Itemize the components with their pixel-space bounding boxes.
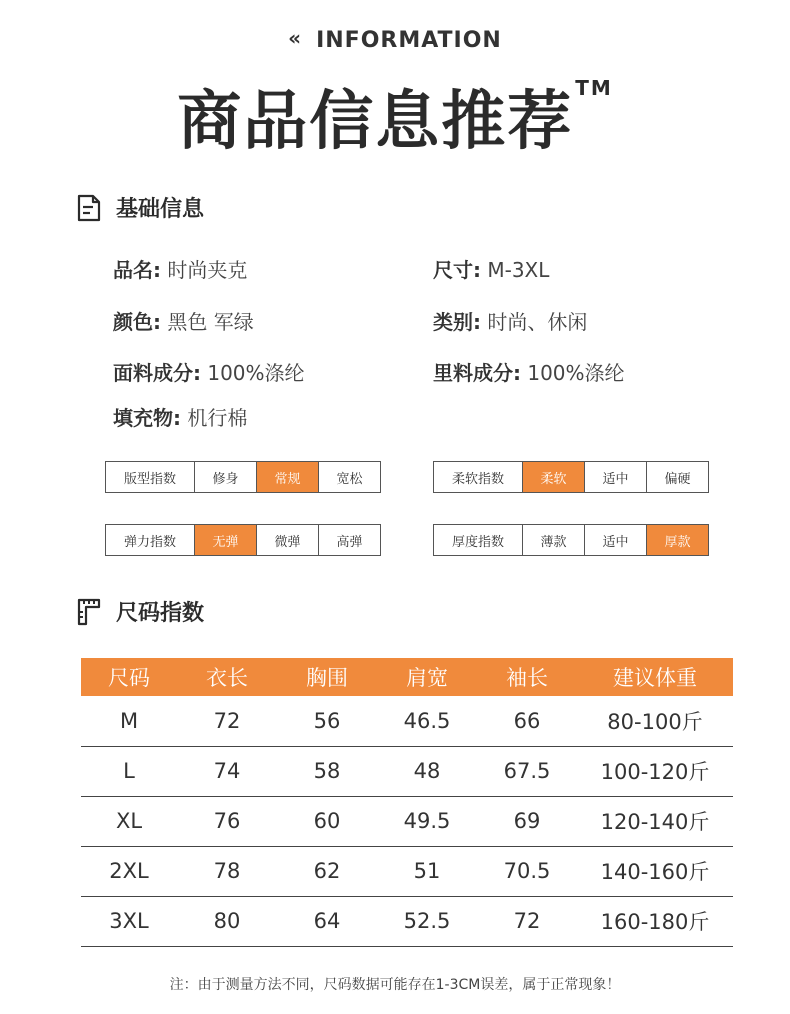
fit-index-option: 修身 — [194, 462, 256, 492]
softness-index-option: 柔软 — [522, 462, 584, 492]
measurement-note: 注：由于测量方法不同，尺码数据可能存在1-3CM误差，属于正常现象！ — [169, 977, 621, 993]
basic-info-section-title — [76, 192, 204, 223]
info-size-range: 尺寸: M-3XL — [433, 258, 550, 282]
table-cell: 48 — [377, 746, 477, 796]
basic-info-title: 基础信息 — [116, 197, 205, 222]
elasticity-index-option: 微弹 — [256, 525, 318, 555]
table-cell: 74 — [177, 746, 277, 796]
size-title: 尺码指数 — [116, 601, 205, 626]
softness-index — [433, 461, 709, 493]
table-cell: XL — [81, 796, 177, 846]
table-cell: L — [81, 746, 177, 796]
elasticity-index-option: 无弹 — [194, 525, 256, 555]
info-lining: 里料成分: 100%涤纶 — [433, 361, 625, 385]
table-row — [81, 696, 733, 746]
table-cell: 69 — [477, 796, 577, 846]
elasticity-index — [105, 524, 381, 556]
table-cell: 120-140斤 — [577, 796, 733, 846]
thickness-index — [433, 524, 709, 556]
softness-index-label: 柔软指数 — [451, 471, 504, 487]
header-cell: 肩宽 — [377, 658, 477, 696]
table-cell: 46.5 — [377, 696, 477, 746]
table-cell: 66 — [477, 696, 577, 746]
size-table-header-row — [81, 658, 733, 696]
table-cell: 70.5 — [477, 846, 577, 896]
table-cell: 100-120斤 — [577, 746, 733, 796]
thickness-index-option: 薄款 — [522, 525, 584, 555]
page-title — [0, 70, 790, 162]
table-cell: 140-160斤 — [577, 846, 733, 896]
thickness-index-label: 厚度指数 — [451, 534, 504, 550]
size-section-title — [76, 596, 204, 627]
table-cell: 64 — [277, 896, 377, 946]
header-cell: 建议体重 — [577, 658, 733, 696]
table-cell: 52.5 — [377, 896, 477, 946]
elasticity-index-label: 弹力指数 — [123, 534, 176, 550]
info-color: 颜色: 黑色 军绿 — [113, 310, 254, 334]
table-cell: 56 — [277, 696, 377, 746]
table-row — [81, 746, 733, 796]
header-en-title — [0, 28, 790, 53]
double-chevron-left-icon: « — [288, 26, 303, 50]
table-cell: 72 — [477, 896, 577, 946]
document-icon — [76, 194, 102, 222]
table-cell: 3XL — [81, 896, 177, 946]
trademark-mark: TM — [575, 76, 613, 100]
thickness-index-option: 适中 — [584, 525, 646, 555]
cn-title-text: 商品信息推荐 — [177, 85, 574, 159]
header-cell: 尺码 — [81, 658, 177, 696]
fit-index-option: 常规 — [256, 462, 318, 492]
info-fabric: 面料成分: 100%涤纶 — [113, 361, 305, 385]
table-cell: M — [81, 696, 177, 746]
table-cell: 58 — [277, 746, 377, 796]
ruler-icon — [76, 598, 102, 626]
info-name: 品名: 时尚夹克 — [113, 258, 248, 282]
header-cell: 袖长 — [477, 658, 577, 696]
info-category: 类别: 时尚、休闲 — [433, 310, 588, 334]
info-filling: 填充物: 机行棉 — [113, 406, 248, 430]
table-row — [81, 896, 733, 946]
table-cell: 2XL — [81, 846, 177, 896]
header-cell: 衣长 — [177, 658, 277, 696]
thickness-index-option: 厚款 — [646, 525, 708, 555]
table-row — [81, 846, 733, 896]
table-row — [81, 796, 733, 846]
size-table — [81, 658, 733, 947]
table-cell: 60 — [277, 796, 377, 846]
table-cell: 78 — [177, 846, 277, 896]
softness-index-option: 偏硬 — [646, 462, 708, 492]
elasticity-index-option: 高弹 — [318, 525, 380, 555]
table-cell: 160-180斤 — [577, 896, 733, 946]
table-cell: 72 — [177, 696, 277, 746]
softness-index-option: 适中 — [584, 462, 646, 492]
table-cell: 80 — [177, 896, 277, 946]
table-cell: 67.5 — [477, 746, 577, 796]
fit-index-label: 版型指数 — [123, 471, 176, 487]
fit-index — [105, 461, 381, 493]
table-cell: 62 — [277, 846, 377, 896]
header-cell: 胸围 — [277, 658, 377, 696]
table-cell: 80-100斤 — [577, 696, 733, 746]
table-cell: 76 — [177, 796, 277, 846]
table-cell: 49.5 — [377, 796, 477, 846]
fit-index-option: 宽松 — [318, 462, 380, 492]
en-title-text: INFORMATION — [316, 28, 502, 53]
table-cell: 51 — [377, 846, 477, 896]
